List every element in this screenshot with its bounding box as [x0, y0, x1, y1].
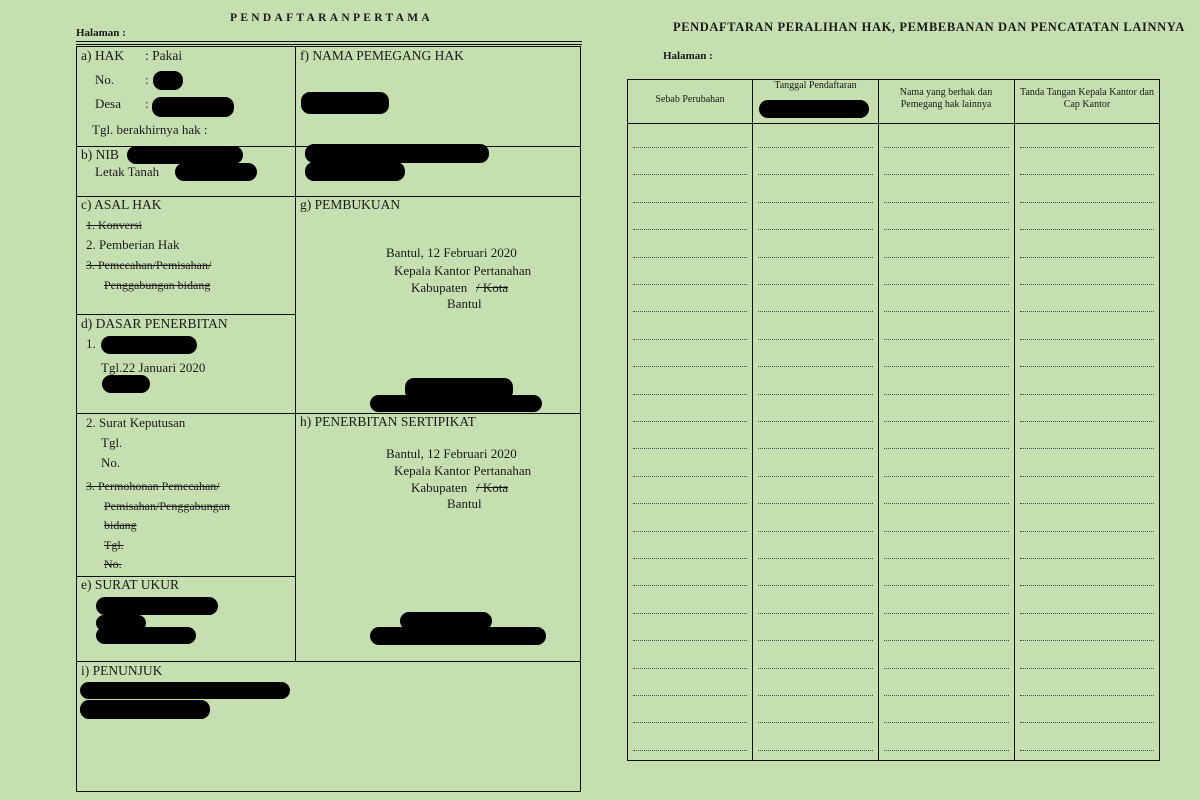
row-divider [77, 314, 295, 315]
hak-no-colon: : [145, 72, 149, 87]
dotted-line [1020, 558, 1154, 559]
dotted-line [884, 640, 1009, 641]
column-header-tanggal-pendaftaran: Tanggal Pendaftaran [774, 80, 857, 91]
dotted-line [884, 448, 1009, 449]
dotted-line [1020, 229, 1154, 230]
dotted-line [633, 668, 747, 669]
dotted-line [884, 503, 1009, 504]
dotted-line [633, 476, 747, 477]
dotted-line [1020, 695, 1154, 696]
nama-pemegang-hak-label: f) NAMA PEMEGANG HAK [300, 48, 464, 63]
pembukuan-kabupaten: Kabupaten [411, 280, 468, 295]
column-divider [295, 47, 296, 661]
dasar-item2-tgl: Tgl. [101, 435, 123, 450]
dasar-item1-tgl: Tgl.22 Januari 2020 [101, 360, 206, 375]
dotted-line [758, 229, 873, 230]
asal-hak-item-konversi: 1. Konversi [86, 218, 142, 232]
dotted-line [884, 722, 1009, 723]
dotted-line [1020, 174, 1154, 175]
dotted-line [758, 202, 873, 203]
redaction-box [370, 395, 542, 412]
dasar-item3-pemisahan: Pemisahan/Penggabungan [104, 499, 230, 513]
dotted-line [884, 284, 1009, 285]
dotted-line [884, 613, 1009, 614]
dotted-line [633, 558, 747, 559]
hak-pakai: : Pakai [145, 48, 183, 63]
dotted-line [884, 750, 1009, 751]
dotted-line [758, 585, 873, 586]
right-halaman-label: Halaman : [663, 50, 713, 62]
header-row-divider [628, 123, 1159, 124]
column-header-nama-pemegang: Nama yang berhak dan Pemegang hak lainnya [899, 87, 993, 110]
row-divider [77, 661, 580, 662]
dotted-line [884, 339, 1009, 340]
penerbitan-sertipikat-label: h) PENERBITAN SERTIPIKAT [300, 414, 476, 429]
dotted-line [758, 421, 873, 422]
dotted-line [884, 668, 1009, 669]
dotted-line [1020, 394, 1154, 395]
dotted-line [758, 366, 873, 367]
hak-no-label: No. [95, 72, 115, 87]
dotted-line [633, 366, 747, 367]
dotted-line [633, 503, 747, 504]
dotted-line [758, 668, 873, 669]
dotted-line [884, 147, 1009, 148]
dotted-line [633, 585, 747, 586]
penerbitan-place-date: Bantul, 12 Februari 2020 [386, 446, 517, 461]
redaction-box [370, 627, 546, 645]
dotted-line [633, 311, 747, 312]
dotted-line [1020, 421, 1154, 422]
hak-tgl-berakhir: Tgl. berakhirnya hak : [92, 122, 208, 137]
column-header-sebab-perubahan: Sebab Perubahan [655, 94, 725, 105]
dotted-line [633, 174, 747, 175]
dotted-line [1020, 722, 1154, 723]
dasar-penerbitan-label: d) DASAR PENERBITAN [81, 316, 228, 331]
dotted-line [1020, 585, 1154, 586]
dotted-line [884, 257, 1009, 258]
hak-desa-label: Desa [95, 96, 121, 111]
dotted-line [633, 722, 747, 723]
pembukuan-label: g) PEMBUKUAN [300, 197, 401, 212]
dotted-line [633, 695, 747, 696]
pembukuan-kota: / Kota [476, 280, 509, 295]
dasar-item3-permohonan: 3. Permohonan Pemecahan/ [86, 479, 220, 493]
pembukuan-city: Bantul [447, 296, 482, 311]
dotted-line [633, 229, 747, 230]
dotted-line [884, 394, 1009, 395]
dotted-line [758, 476, 873, 477]
dasar-item2-no: No. [101, 455, 121, 470]
dotted-line [884, 476, 1009, 477]
dotted-line [758, 558, 873, 559]
hak-desa-colon: : [145, 96, 149, 111]
left-halaman-label: Halaman : [76, 27, 126, 39]
dotted-line [633, 147, 747, 148]
dotted-line [1020, 284, 1154, 285]
redaction-box [305, 162, 405, 181]
dotted-line [884, 174, 1009, 175]
dotted-line [1020, 640, 1154, 641]
redaction-box [96, 627, 196, 644]
dotted-line [1020, 668, 1154, 669]
dotted-line [758, 284, 873, 285]
dotted-line [1020, 750, 1154, 751]
dotted-line [758, 695, 873, 696]
redaction-box [80, 700, 210, 719]
dotted-line [1020, 147, 1154, 148]
dotted-line [1020, 448, 1154, 449]
dotted-line [758, 339, 873, 340]
right-page-title: PENDAFTARAN PERALIHAN HAK, PEMBEBANAN DAN PENCATATAN LAINNYA [673, 20, 1185, 34]
dotted-line [884, 421, 1009, 422]
penerbitan-city: Bantul [447, 496, 482, 511]
column-header-tanda-tangan: Tanda Tangan Kepala Kantor dan Cap Kantor [1020, 87, 1154, 110]
dotted-line [758, 448, 873, 449]
header-rule [76, 41, 582, 42]
dotted-line [884, 531, 1009, 532]
dotted-line [758, 613, 873, 614]
dasar-item1-number: 1. [86, 336, 96, 351]
dotted-line [1020, 339, 1154, 340]
dotted-line [758, 147, 873, 148]
dotted-line [633, 394, 747, 395]
dasar-item3-bidang: bidang [104, 518, 137, 532]
dotted-line [1020, 476, 1154, 477]
penerbitan-office: Kepala Kantor Pertanahan [394, 463, 532, 478]
penerbitan-kabupaten: Kabupaten [411, 480, 468, 495]
letak-tanah-label: Letak Tanah [95, 164, 160, 179]
nib-label: b) NIB [81, 147, 119, 162]
redaction-box [80, 682, 290, 699]
dotted-line [758, 640, 873, 641]
hak-label: a) HAK [81, 48, 125, 63]
dotted-line [884, 311, 1009, 312]
dotted-line [1020, 531, 1154, 532]
redaction-box [127, 146, 243, 164]
asal-hak-label: c) ASAL HAK [81, 197, 162, 212]
dotted-line [758, 722, 873, 723]
redaction-box [102, 375, 150, 393]
redaction-box [305, 144, 489, 163]
dotted-line [884, 585, 1009, 586]
dasar-item2-surat-keputusan: 2. Surat Keputusan [86, 415, 186, 430]
dotted-line [884, 558, 1009, 559]
penerbitan-kota: / Kota [476, 480, 509, 495]
dotted-line [758, 531, 873, 532]
dotted-line [633, 284, 747, 285]
dotted-line [633, 202, 747, 203]
redaction-box [175, 163, 257, 181]
dotted-line [758, 394, 873, 395]
left-page-title: PENDAFTARANPERTAMA [230, 12, 433, 24]
column-divider [752, 80, 753, 760]
asal-hak-item-pemberian: 2. Pemberian Hak [86, 237, 180, 252]
pembukuan-office: Kepala Kantor Pertanahan [394, 263, 532, 278]
dotted-line [1020, 202, 1154, 203]
dotted-line [633, 531, 747, 532]
dotted-line [633, 257, 747, 258]
dotted-line [633, 750, 747, 751]
column-divider [878, 80, 879, 760]
dotted-line [1020, 311, 1154, 312]
dotted-line [633, 339, 747, 340]
dotted-line [1020, 503, 1154, 504]
dotted-line [758, 257, 873, 258]
column-divider [1014, 80, 1015, 760]
surat-ukur-label: e) SURAT UKUR [81, 577, 180, 592]
redaction-box [759, 100, 869, 118]
dasar-item3-tgl: Tgl. [104, 538, 124, 552]
dotted-line [758, 503, 873, 504]
redaction-box [152, 97, 234, 117]
penunjuk-label: i) PENUNJUK [81, 663, 163, 678]
pembukuan-place-date: Bantul, 12 Februari 2020 [386, 245, 517, 260]
dotted-line [884, 366, 1009, 367]
dasar-item3-no: No. [104, 557, 122, 571]
dotted-line [758, 311, 873, 312]
redaction-box [153, 71, 183, 90]
dotted-line [884, 229, 1009, 230]
dotted-line [633, 421, 747, 422]
header-rule [76, 44, 582, 45]
dotted-line [1020, 613, 1154, 614]
dotted-line [633, 448, 747, 449]
dotted-line [758, 750, 873, 751]
redaction-box [301, 92, 389, 114]
dotted-line [1020, 366, 1154, 367]
redaction-box [96, 597, 218, 615]
dotted-line [633, 613, 747, 614]
dotted-line [884, 202, 1009, 203]
register-table [627, 79, 1160, 761]
dotted-line [633, 640, 747, 641]
dotted-line [1020, 257, 1154, 258]
redaction-box [101, 336, 197, 354]
asal-hak-item-penggabungan: Penggabungan bidang [104, 278, 211, 292]
asal-hak-item-pemecahan: 3. Pemecahan/Pemisahan/ [86, 258, 212, 272]
dotted-line [758, 174, 873, 175]
dotted-line [884, 695, 1009, 696]
